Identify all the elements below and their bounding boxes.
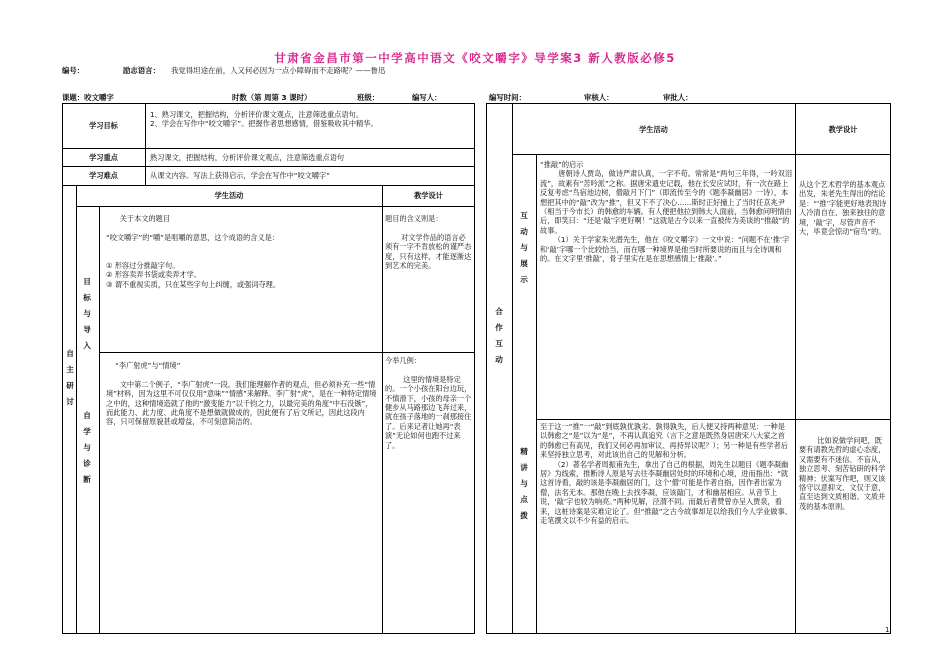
- motto-text: 我觉得坦途在前，人又何必因为一点小障碍而不走路呢？——鲁迅: [171, 66, 386, 75]
- page-number: 1: [885, 626, 890, 634]
- guide-design-text: 题目的含义则是： 对文学作品的语言必须有一字不肯放松的谨严态度，只有这样，才能逐渐达到艺术的完美。: [385, 214, 472, 271]
- cooperate-label: 合 作 互 动: [495, 307, 503, 364]
- left-col-design-header: 教学设计: [414, 191, 443, 200]
- guide-label: 目 标 与 导 入: [83, 277, 91, 350]
- interact-student-text: “推敲”的启示 唐朝诗人贾岛，做诗严肃认真，一字不苟。常常是“两句三年得，一吟双泪流”，故素有“苦吟派”之称。据唐宋遗史记载，他在长安应试时，有一次在路上反复考虑“鸟宿池边树，僧敲月下门”（即流传至今的《题李凝幽居》一诗），本想把其中的“敲”改为“推”，但又下不了决心……斯时正好撞上了当时任京兆尹（相当于今市长）的韩愈的车辆。有人便把他拉到韩大人面前，当韩愈问明情由后，即笑曰：“还是‘敲’字更好啊！”这就是古今以来一直被传为美谈的“推敲”的故事。 （1）关于学家朱光潜先生，他在《咬文嚼字》一文中说：“问题不在‘推’字和‘敲’字哪一个比较恰当，而在哪一种境界是他当时所要说的而且与全诗调和的。在文字里‘推敲’，骨子里实在是在思想感情上‘推敲’。”: [540, 160, 793, 264]
- diagnosis-student-text: “李广射虎”与“情境” 文中第二个例子，“李广射虎”一段。我们能理解作者的观点，但必须补充一些“情境”材料，因为这里不可仅仅用“意味”“情感”来解释。李广射“虎”，是在一种特定情境之中的，这种情境造就了他的“激变能力”以千钧之力，以最完美的角度“中石没镞”，而此能力、此力度、此角度不是想做就做成的，因此便有了后文所记，因此这段内容，只可保留原貌甚或增益，不可刻意简洁的。: [106, 361, 377, 427]
- hours-label: 时数（第 周第 3 课时）: [232, 93, 312, 102]
- guide-student-text: 关于本文的题目 “咬文嚼字”的“嚼”是咀嚼的意思，这个成语的含义是： ① 形容过分推敲字句。 ② 形容卖弄书袋或卖弄才学。 ③ 谓不重视实质，只在某些字句上纠缠，或强词夺理。: [106, 214, 281, 289]
- topic-label: 课题：咬文嚼字: [62, 93, 114, 102]
- goal-text: 1、熟习课文，把握结构，分析评价课文观点，注意筛选重点语句。 2、学会在写作中“咬文嚼字”。把握作者思想感情，借鉴吸收其中精华。: [150, 110, 378, 129]
- goal-label: 学习目标: [89, 121, 118, 130]
- interact-label: 互 动 与 展 示: [520, 211, 528, 284]
- difficulty-label: 学习难点: [89, 171, 118, 180]
- diagnosis-design-text: 今举几例： 这里的情境是特定的。一个小孩在阳台边玩，不慎滑下，小孩的母亲一个健步从马路那边飞奔过来，就在孩子落地的一刹那接住了。后来记者让她再“表演”无论如何也跑不过来了。: [385, 356, 472, 450]
- key-text: 熟习课文，把握结构，分析评价课文观点，注意筛选重点语句: [150, 153, 345, 162]
- number-label: 编号：: [62, 66, 85, 75]
- class-label: 班级：: [357, 93, 380, 102]
- self-study-label: 自 主 研 讨: [66, 349, 74, 406]
- interact-design-text: 从这个艺术哲学的基本观点出发，朱老先生得出的结论是：“‘推’字能更好地表现诗人冷清自在、独来独往的意境，‘敲’字，尽管声音不大，毕竟会惊动“宿鸟”的。: [799, 180, 887, 237]
- refine-design-text: 比如说做学问吧，既要有请教先哲的虚心态度，又需要有不迷信、不盲从，独立思考、刻苦钻研的科学精神；伏案写作吧，则又该恪守以意抑文、文仅于意，直至达到文质相谐、文质并茂的基本原则。: [799, 436, 886, 511]
- diagnosis-label: 自 学 与 诊 断: [83, 411, 91, 484]
- difficulty-text: 从课文内容。写法上获得启示，学会在写作中“咬文嚼字”: [150, 171, 330, 180]
- write-time-label: 编写时间：: [489, 93, 526, 102]
- refine-label: 精 讲 与 点 拨: [520, 447, 528, 520]
- approver-label: 审批人：: [663, 93, 693, 102]
- right-col-design-header: 教学设计: [828, 125, 858, 134]
- right-col-student-header: 学生活动: [639, 125, 668, 134]
- key-label: 学习重点: [89, 153, 118, 162]
- left-col-student-header: 学生活动: [214, 191, 244, 200]
- refine-student-text: 至于这一“推”一“敲”到底孰优孰劣、孰得孰失，后人便又持两种意见：一种是以韩愈之“是”以为“是”，不再认真追究（言下之意是既然身居唐宋八大家之首的韩愈已有高见，我们又何必再加审议、再持异议呢？）；另一种是有些学者后来坚持独立思考，对此该出自己的见解和分析。 （2）著名学者周振甫先生，拿出了自己的根据，周先生以题目《题李凝幽居》为线索，推断诗人原是写去往李凝幽居处时的环境和心境，进而指出：“就这首诗看，敲的该是李凝幽居的门，这个‘僧’可能是作者自指，因作者出家为僧，法名无本。那他在晚上去找李凝，应该敲门，才和幽居相应。从音节上说，‘敲’字也较为响亮。”两种见解，泾渭不同。而最后者赞曾亦呈入贾泉，看来，这桩诗案是实难定论了。但“推敲”之古今故事却足以给我们今人学业做事、走笔撰文以不少有益的启示。: [540, 422, 792, 526]
- reviewer-label: 审核人：: [584, 93, 614, 102]
- writer-label: 编写人：: [412, 93, 442, 102]
- page-title: 甘肃省金昌市第一中学高中语文《咬文嚼字》导学案3 新人教版必修5: [274, 51, 676, 65]
- motto-label: 励志语言：: [123, 66, 160, 75]
